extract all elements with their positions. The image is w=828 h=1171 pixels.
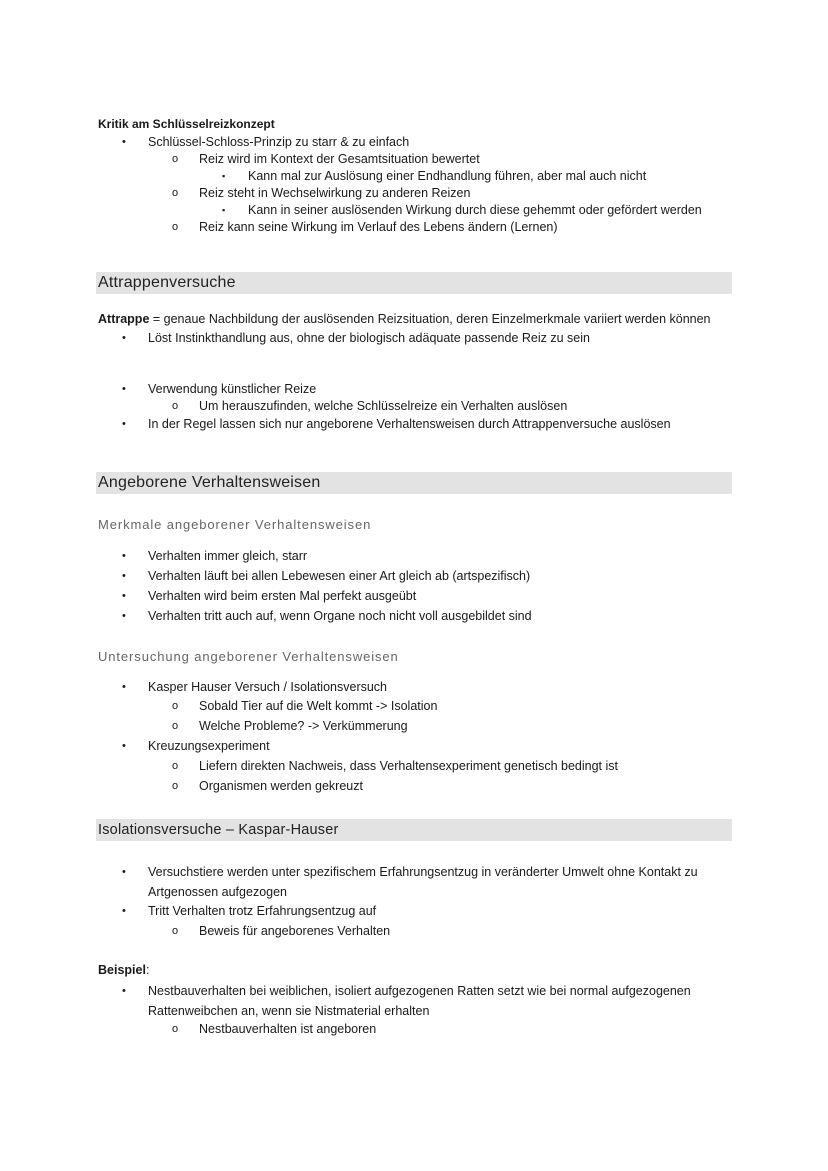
circle-bullet-icon: o — [172, 760, 179, 772]
bullet-icon: • — [122, 985, 126, 997]
subheading-untersuchung: Untersuchung angeborener Verhaltensweisen — [98, 649, 399, 664]
list-item: • Verhalten wird beim ersten Mal perfekt ausgeübt — [148, 587, 416, 606]
list-item: • Verwendung künstlicher Reize — [148, 380, 316, 399]
list-item: • In der Regel lassen sich nur angeborene Verhaltensweisen durch Attrappenversuche auslösen — [148, 415, 671, 434]
bullet-icon: • — [122, 740, 126, 752]
bullet-icon: • — [122, 383, 126, 395]
bullet-icon: • — [122, 866, 126, 878]
list-item: o Reiz kann seine Wirkung im Verlauf des Lebens ändern (Lernen) — [199, 218, 558, 237]
list-item: • Kreuzungsexperiment — [148, 737, 270, 756]
circle-bullet-icon: o — [172, 1023, 179, 1035]
circle-bullet-icon: o — [172, 925, 179, 937]
circle-bullet-icon: o — [172, 153, 179, 165]
bullet-icon: • — [122, 136, 126, 148]
bullet-icon: • — [122, 550, 126, 562]
bullet-icon: • — [122, 570, 126, 582]
list-item: • Schlüssel-Schloss-Prinzip zu starr & zu einfach — [148, 133, 409, 152]
bullet-icon: • — [122, 610, 126, 622]
list-item: o Liefern direkten Nachweis, dass Verhaltensexperiment genetisch bedingt ist — [199, 757, 618, 776]
list-item: • Versuchstiere werden unter spezifischem Erfahrungsentzug in veränderter Umwelt ohne Kontakt zu Artgenossen aufgezogen — [148, 862, 723, 902]
bullet-icon: • — [122, 905, 126, 917]
bullet-icon: • — [122, 332, 126, 344]
kritik-title: Kritik am Schlüsselreizkonzept — [98, 117, 275, 131]
circle-bullet-icon: o — [172, 700, 179, 712]
section-heading-angeborene-verhaltensweisen: Angeborene Verhaltensweisen — [96, 472, 732, 494]
section-heading-isolationsversuche: Isolationsversuche – Kaspar-Hauser — [96, 819, 732, 841]
circle-bullet-icon: o — [172, 720, 179, 732]
beispiel-label-line: Beispiel: — [98, 963, 150, 977]
list-item: • Nestbauverhalten bei weiblichen, isoliert aufgezogenen Ratten setzt wie bei normal aufgezogenen Rattenweibchen an, wenn sie Nistmaterial erhalten — [148, 981, 723, 1021]
square-bullet-icon: ▪ — [222, 205, 226, 215]
list-item: o Reiz wird im Kontext der Gesamtsituation bewertet — [199, 150, 480, 169]
bullet-icon: • — [122, 418, 126, 430]
list-item: o Welche Probleme? -> Verkümmerung — [199, 717, 408, 736]
subheading-merkmale: Merkmale angeborener Verhaltensweisen — [98, 517, 372, 532]
square-bullet-icon: ▪ — [222, 171, 226, 181]
circle-bullet-icon: o — [172, 400, 179, 412]
beispiel-label: Beispiel — [98, 963, 146, 977]
definition-text: = genaue Nachbildung der auslösenden Reizsituation, deren Einzelmerkmale variiert werden können — [149, 312, 711, 326]
definition-term: Attrappe — [98, 312, 150, 326]
list-item: o Beweis für angeborenes Verhalten — [199, 922, 390, 941]
list-item: o Sobald Tier auf die Welt kommt -> Isolation — [199, 697, 437, 716]
list-item: • Verhalten tritt auch auf, wenn Organe noch nicht voll ausgebildet sind — [148, 607, 532, 626]
section-heading-attrappenversuche: Attrappenversuche — [96, 272, 732, 294]
definition-line — [98, 310, 711, 329]
circle-bullet-icon: o — [172, 780, 179, 792]
list-item: o Um herauszufinden, welche Schlüsselreize ein Verhalten auslösen — [199, 397, 567, 416]
list-item: • Verhalten läuft bei allen Lebewesen einer Art gleich ab (artspezifisch) — [148, 567, 530, 586]
bullet-icon: • — [122, 681, 126, 693]
bullet-icon: • — [122, 590, 126, 602]
list-item: ▪ Kann mal zur Auslösung einer Endhandlung führen, aber mal auch nicht — [248, 167, 646, 186]
list-item: • Tritt Verhalten trotz Erfahrungsentzug auf — [148, 902, 376, 921]
list-item: ▪ Kann in seiner auslösenden Wirkung durch diese gehemmt oder gefördert werden — [248, 201, 702, 220]
list-item: • Kasper Hauser Versuch / Isolationsversuch — [148, 678, 387, 697]
list-item: • Verhalten immer gleich, starr — [148, 547, 307, 566]
list-item: o Nestbauverhalten ist angeboren — [199, 1020, 376, 1039]
circle-bullet-icon: o — [172, 221, 179, 233]
circle-bullet-icon: o — [172, 187, 179, 199]
list-item: o Organismen werden gekreuzt — [199, 777, 363, 796]
list-item: o Reiz steht in Wechselwirkung zu anderen Reizen — [199, 184, 470, 203]
list-item: • Löst Instinkthandlung aus, ohne der biologisch adäquate passende Reiz zu sein — [148, 329, 590, 348]
